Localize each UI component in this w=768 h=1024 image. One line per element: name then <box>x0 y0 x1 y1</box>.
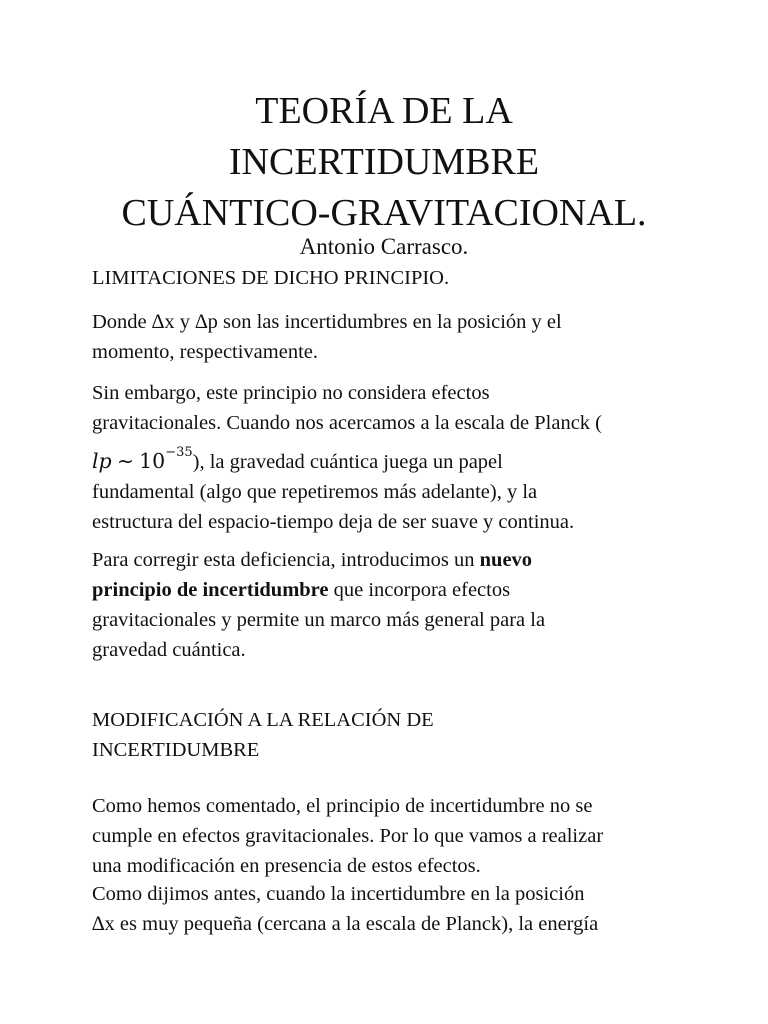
document-title <box>0 86 768 239</box>
author-name: Antonio Carrasco. <box>299 234 469 259</box>
text-line: fundamental (algo que repetiremos más adelante), y la <box>92 481 538 503</box>
text-line: ∆x es muy pequeña (cercana a la escala de Planck), la energía <box>92 913 599 935</box>
title-line: CUÁNTICO-GRAVITACIONAL. <box>121 192 647 234</box>
math-base: 10 <box>139 449 166 473</box>
text-line: gravitacionales. Cuando nos acercamos a la escala de Planck ( <box>92 412 603 434</box>
text-line: gravedad cuántica. <box>92 639 246 661</box>
text-line: que incorpora efectos <box>328 579 511 601</box>
text-line: Donde ∆x y ∆p son las incertidumbres en la posición y el <box>92 311 562 333</box>
paragraph-planck-scale <box>92 378 692 537</box>
text-line: gravitacionales y permite un marco más general para la <box>92 609 546 631</box>
paragraph-modification <box>92 791 692 881</box>
paragraph-definitions <box>92 307 692 367</box>
text-line: Como dijimos antes, cuando la incertidumbre en la posición <box>92 883 585 905</box>
math-planck-length: lp <box>92 449 112 473</box>
math-sim-symbol: ∼ <box>116 449 134 473</box>
bold-text: nuevo <box>479 549 533 571</box>
text-line: cumple en efectos gravitacionales. Por lo que vamos a realizar <box>92 825 604 847</box>
bold-text: principio de incertidumbre <box>92 579 329 601</box>
text-line: Como hemos comentado, el principio de incertidumbre no se <box>92 795 593 817</box>
math-exponent: −35 <box>165 445 193 460</box>
text-line: Para corregir esta deficiencia, introducimos un <box>92 549 480 571</box>
heading-line: MODIFICACIÓN A LA RELACIÓN DE <box>92 709 434 731</box>
title-line: TEORÍA DE LA <box>255 90 513 132</box>
title-line: INCERTIDUMBRE <box>228 141 540 183</box>
paragraph-new-principle <box>92 545 692 665</box>
heading-line: INCERTIDUMBRE <box>92 739 260 761</box>
text-line: ), la gravedad cuántica juega un papel <box>192 451 503 473</box>
text-line: momento, respectivamente. <box>92 341 318 363</box>
section-heading-modificacion <box>92 705 692 765</box>
paragraph-energy <box>92 879 692 939</box>
text-line: una modificación en presencia de estos efectos. <box>92 855 481 877</box>
text-line: estructura del espacio-tiempo deja de ser suave y continua. <box>92 511 575 533</box>
text-line: Sin embargo, este principio no considera efectos <box>92 382 490 404</box>
section-heading-limitaciones: LIMITACIONES DE DICHO PRINCIPIO. <box>92 267 450 289</box>
